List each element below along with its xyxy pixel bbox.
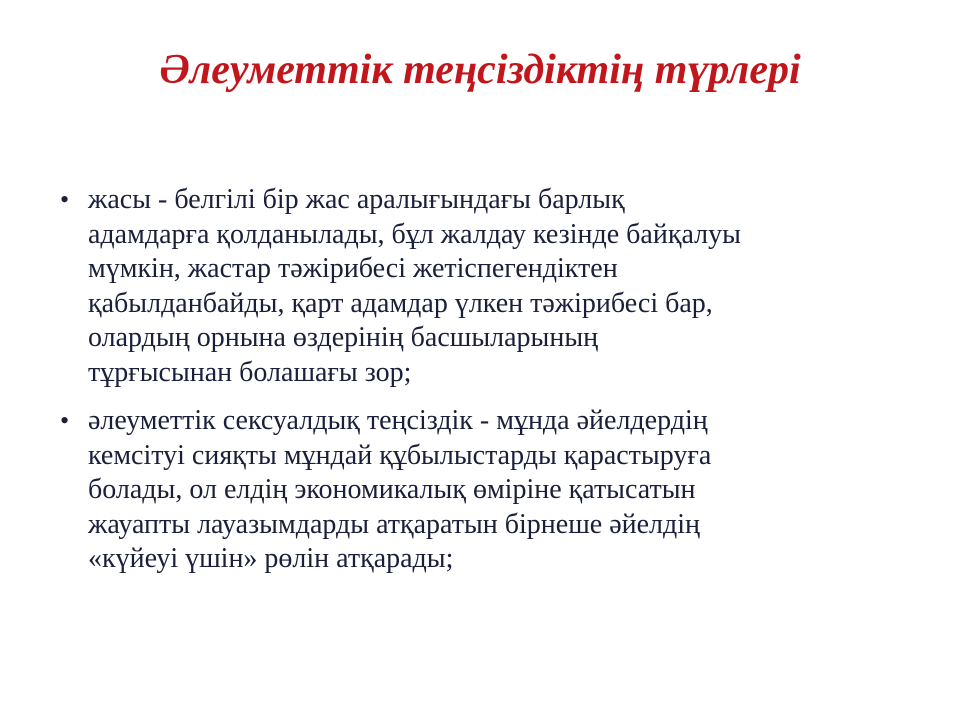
bullet-line: жауапты лауазымдарды атқаратын бірнеше әйелдің [88,508,701,540]
bullet-line: кемсітуі сияқты мұндай құбылыстарды қарастыруға [88,439,712,471]
bullet-line: жасы - белгілі бір жас аралығындағы барлық [88,184,625,215]
bullet-line: болады, ол елдің экономикалық өміріне қатысатын [88,474,696,505]
bullet-line: қабылданбайды, қарт адамдар үлкен тәжірибесі бар, [88,287,713,319]
bullet-dot-icon: • [60,406,70,435]
bullet-line: олардың орнына өздерінің басшыларының [88,322,599,353]
bullet-line: мүмкін, жастар тәжірибесі жетіспегендіктен [88,253,618,284]
bullet-line: тұрғысынан болашағы зор; [88,356,412,388]
bullet-line: адамдарға қолданылады, бұл жалдау кезінде байқалуы [88,218,741,250]
bullet-list [60,183,900,591]
bullet-item-age [60,183,900,390]
bullet-dot-icon: • [60,185,70,214]
slide-title: Әлеуметтік теңсіздіктің түрлері [159,47,801,93]
bullet-item-gender [60,404,900,577]
bullet-line: әлеуметтік сексуалдық теңсіздік - мұнда әйелдердің [88,405,708,436]
bullet-line: «күйеуі үшін» рөлін атқарады; [88,543,454,574]
